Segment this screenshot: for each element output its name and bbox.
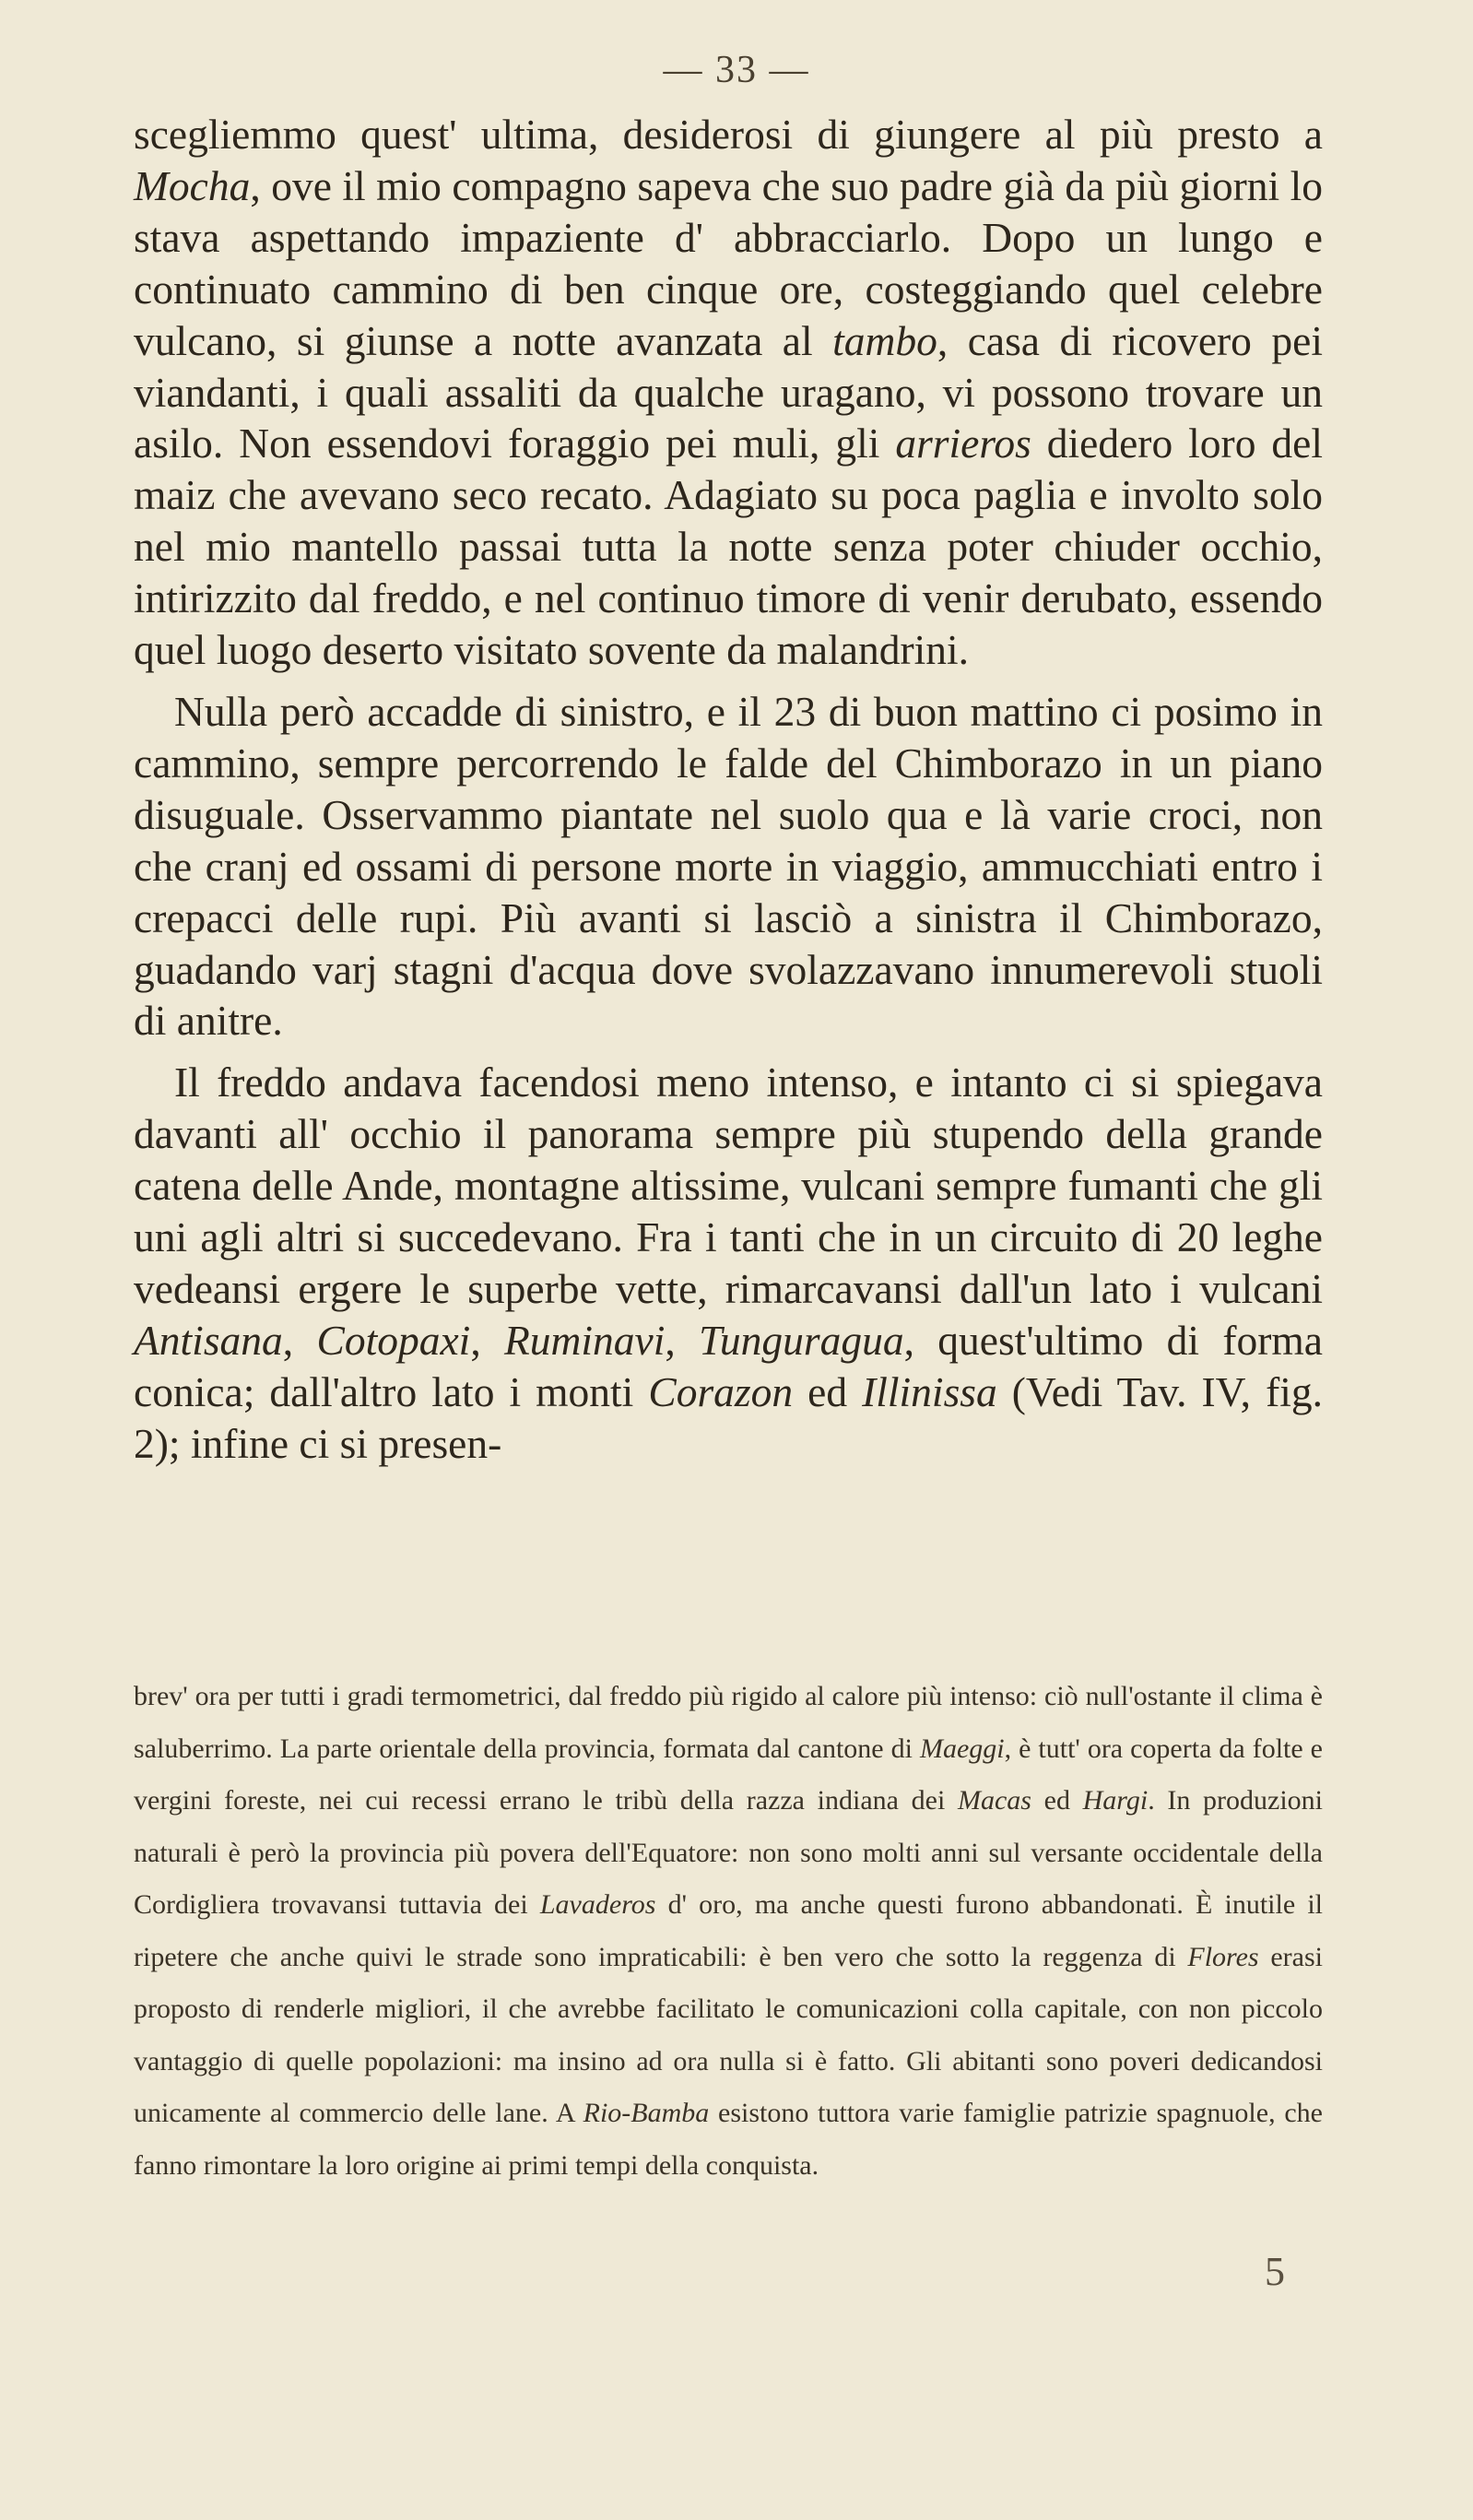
text-run: , ove il mio compagno sapeva che suo padre già da più giorni lo stava aspettando impaziente d' abbracciarlo. Dopo un lungo e continuato cammino di ben cinque ore, costeggiando quel celebre vulcano, si giunse a notte avanzata al xyxy=(134,161,1323,364)
text-run: , quest'ultimo di forma conica; dall'altro lato i monti xyxy=(134,1316,1323,1415)
italic-place-name: Maeggi xyxy=(919,1733,1005,1764)
footnote-paragraph xyxy=(134,1671,1323,2192)
text-run: , xyxy=(665,1316,700,1364)
italic-place-name: Rio-Bamba xyxy=(583,2098,710,2128)
italic-place-name: Mocha xyxy=(134,161,251,209)
italic-mountain-name: Corazon xyxy=(648,1367,794,1415)
italic-term: arrieros xyxy=(895,420,1031,467)
text-run: , xyxy=(282,1316,317,1364)
text-run: . In produzioni naturali è però la provincia più povera dell'Equatore: non sono molti anni sul versante occidentale della Cordigliera trovavansi tuttavia dei xyxy=(134,1785,1323,1920)
italic-volcano-name: Cotopaxi xyxy=(316,1316,471,1364)
text-run: (Vedi Tav. IV, fig. 2); infine ci si presen- xyxy=(134,1367,1323,1467)
text-run: esistono tuttora varie famiglie patrizie spagnuole, che fanno rimontare la loro origine ai primi tempi della conquista. xyxy=(134,2098,1323,2181)
text-run: , è tutt' ora coperta da folte e vergini foreste, nei cui recessi errano le tribù della razza indiana dei xyxy=(134,1733,1323,1816)
text-run: Il freddo andava facendosi meno intenso, e intanto ci si spiegava davanti all' occhio il panorama sempre più stupendo della grande catena delle Ande, montagne altissime, vulcani sempre fumanti che gli uni agli altri si succedevano. Fra i tanti che in un circuito di 20 leghe vedeansi ergere le superbe vette, rimarcavansi dall'un lato i vulcani xyxy=(134,1059,1323,1312)
footnote xyxy=(134,1671,1323,2192)
text-run: brev' ora per tutti i gradi termometrici, dal freddo più rigido al calore più intenso: ciò null'ostante il clima è saluberrimo. La parte orientale della provincia, formata dal cantone di xyxy=(134,1681,1323,1764)
text-run: , xyxy=(470,1316,504,1364)
text-run: erasi proposto di renderle migliori, il che avrebbe facilitato le comunicazioni colla capitale, con non piccolo vantaggio di quelle popolazioni: ma insino ad ora nulla si è fatto. Gli abitanti sono poveri dedicandosi unicamente al commercio delle lane. A xyxy=(134,1941,1323,2128)
signature-mark: 5 xyxy=(1265,2249,1285,2294)
page-number: — 33 — xyxy=(663,49,810,91)
italic-tribe-name: Macas xyxy=(957,1785,1031,1816)
text-run: ed xyxy=(793,1367,863,1415)
paragraph-1 xyxy=(134,109,1323,676)
italic-volcano-name: Antisana xyxy=(134,1316,283,1364)
italic-person-name: Flores xyxy=(1187,1941,1259,1972)
text-run: scegliemmo quest' ultima, desiderosi di giungere al più presto a xyxy=(134,111,1323,158)
italic-volcano-name: Ruminavi xyxy=(504,1316,666,1364)
text-run: , casa di ricovero pei viandanti, i quali assaliti da qualche uragano, vi possono trovare un asilo. Non essendovi foraggio pei muli, gli xyxy=(134,316,1323,467)
text-run: d' oro, ma anche questi furono abbandonati. È inutile il ripetere che anche quivi le strade sono impraticabili: è ben vero che sotto la reggenza di xyxy=(134,1889,1323,1972)
italic-term: tambo xyxy=(832,316,937,364)
text-run: diedero loro del maiz che avevano seco recato. Adagiato su poca paglia e involto solo nel mio mantello passai tutta la notte senza poter chiuder occhio, intirizzito dal freddo, e nel continuo timore di venir derubato, essendo quel luogo deserto visitato sovente da malandrini. xyxy=(134,420,1323,674)
paragraph-2: Nulla però accadde di sinistro, e il 23 di buon mattino ci posimo in cammino, sempre percorrendo le falde del Chimborazo in un piano disuguale. Osservammo piantate nel suolo qua e là varie croci, non che cranj ed ossami di persone morte in viaggio, ammucchiati entro i crepacci delle rupi. Più avanti si lasciò a sinistra il Chimborazo, guadando varj stagni d'acqua dove svolazzavano innumerevoli stuoli di anitre. xyxy=(134,687,1323,1045)
italic-tribe-name: Hargi xyxy=(1082,1785,1149,1816)
paragraph-3 xyxy=(134,1057,1323,1469)
italic-mountain-name: Illinissa xyxy=(862,1367,997,1415)
italic-term: Lavaderos xyxy=(539,1889,656,1920)
main-text xyxy=(134,109,1323,1470)
text-run: ed xyxy=(1031,1785,1083,1816)
italic-volcano-name: Tunguragua xyxy=(699,1316,904,1364)
